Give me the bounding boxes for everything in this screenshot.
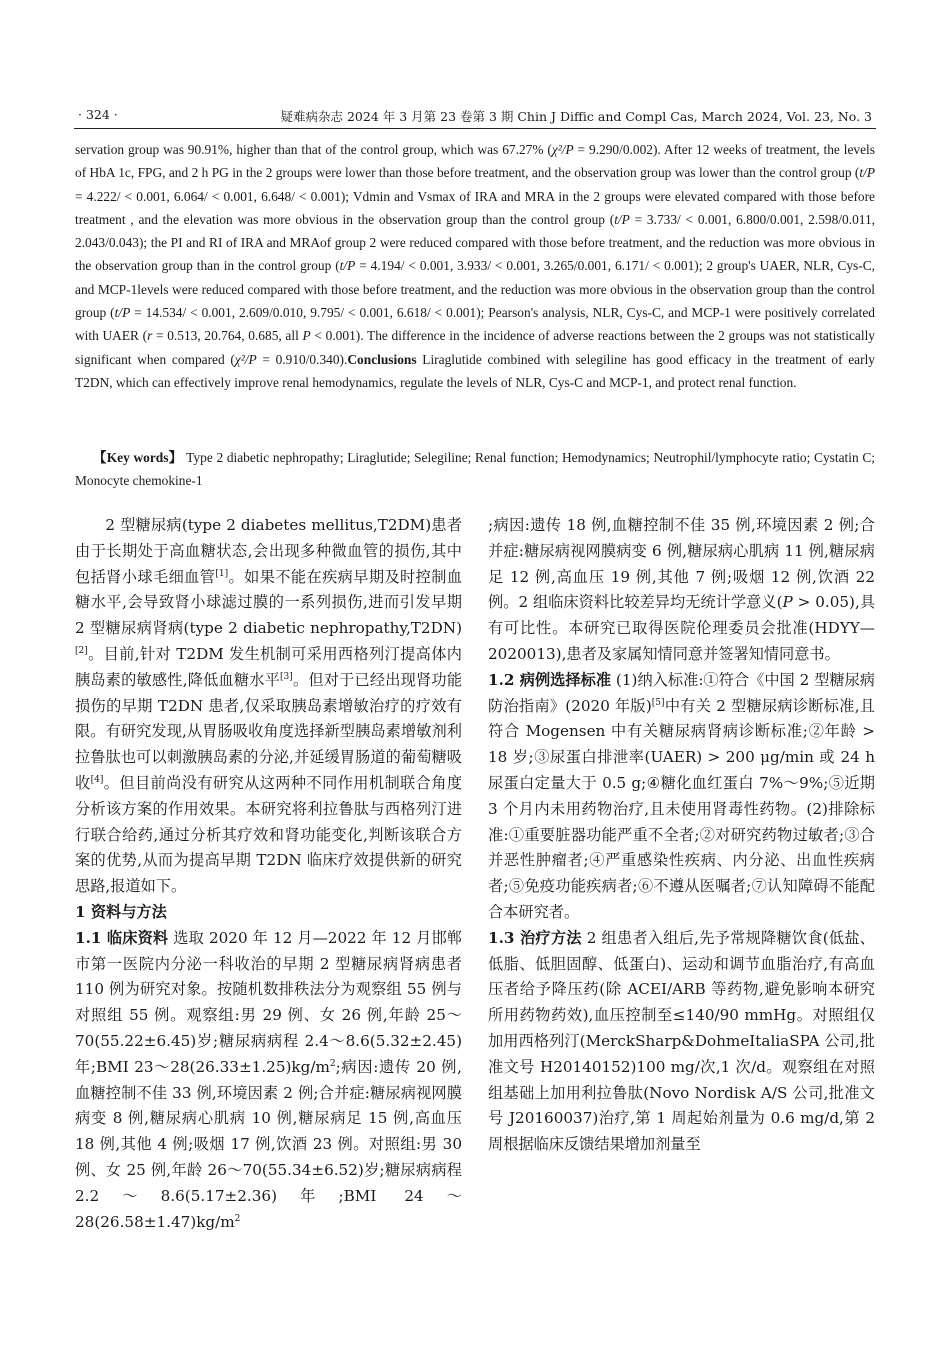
intro-paragraph: 2 型糖尿病(type 2 diabetes mellitus,T2DM)患者由于长期处于高血糖状态,会出现多种微血管的损伤,其中包括肾小球毛细血管[1]。如果不能在疾病早期及时控制血糖水平,会导致肾小球滤过膜的一系列损伤,进而引发早期 2 型糖尿病肾病(type 2 diabetic nephropathy,T2DN)[2]。目前,针对 T2DM 发生机制可采用西格列汀提高体内胰岛素的敏感性,降低血糖水平[3]。但对于已经出现肾功能损伤的早期 T2DN 患者,仅采取胰岛素增敏治疗的疗效有限。有研究发现,从胃肠吸收角度选择新型胰岛素增敏剂利拉鲁肽也可以刺激胰岛素的分泌,并延缓胃肠道的葡萄糖吸收[4]。但目前尚没有研究从这两种不同作用机制联合角度分析该方案的作用效果。本研究将利拉鲁肽与西格列汀进行联合给药,通过分析其疗效和肾功能变化,判断该联合方案的优势,从而为提高早期 T2DN 临床疗效提供新的研究思路,报道如下。 bbox=[75, 516, 463, 896]
section-1-3-treatment: 1.3 治疗方法 2 组患者入组后,先予常规降糖饮食(低盐、低脂、低胆固醇、低蛋白)、运动和调节血脂治疗,有高血压者给予降压药(除 ACEI/ARB 等药物,避免影响本研究所用药物药效),血压控制至≤140/90 mmHg。对照组仅加用西格列汀(MerckSharp&DohmeItaliaSPA 公司,批准文号 H20140152)100 mg/次,1 次/d。观察组在对照组基础上加用利拉鲁肽(Novo Nordisk A/S 公司,批准文号 J20160037)治疗,第 1 周起始剂量为 0.6 mg/d,第 2 周根据临床反馈结果增加剂量至 bbox=[488, 928, 875, 1154]
section-1-2-criteria: 1.2 病例选择标准 (1)纳入标准:①符合《中国 2 型糖尿病防治指南》(2020 年版)[5]中有关 2 型糖尿病诊断标准,且符合 Mogensen 中有关糖尿病肾病诊断标准;②年龄 > 18 岁;③尿蛋白排泄率(UAER) > 200 μg/min 或 24 h 尿蛋白定量大于 0.5 g;④糖化血红蛋白 7%～9%;⑤近期 3 个月内未用药物治疗,且未使用肾毒性药物。(2)排除标准:①重要脏器功能严重不全者;②对研究药物过敏者;③合并恶性肿瘤者;④严重感染性疾病、内分泌、出血性疾病者;⑤免疫功能疾病者;⑥不遵从医嘱者;⑦认知障碍不能配合本研究者。 bbox=[488, 670, 875, 921]
subsection-heading-1-1: 1.1 临床资料 bbox=[75, 928, 169, 947]
section-1-1-continued: ;病因:遗传 18 例,血糖控制不佳 35 例,环境因素 2 例;合并症:糖尿病视网膜病变 6 例,糖尿病心肌病 11 例,糖尿病足 12 例,高血压 19 例,其他 7 例;吸烟 12 例,饮酒 22 例。2 组临床资料比较差异均无统计学意义(P > 0.05),具有可比性。本研究已取得医院伦理委员会批准(HDYY—2020013),患者及家属知情同意并签署知情同意书。 bbox=[488, 516, 876, 663]
page-number: · 324 · bbox=[78, 107, 118, 122]
journal-running-header: 疑难病杂志 2024 年 3 月第 23 卷第 3 期 Chin J Diffic and Compl Cas, March 2024, Vol. 23, No. 3 bbox=[280, 109, 872, 124]
section-heading-methods: 1 资料与方法 bbox=[75, 902, 167, 921]
abstract-continuation: servation group was 90.91%, higher than that of the control group, which was 67.27% (χ²/P = 9.290/0.002). After 12 weeks of treatment, the levels of HbA 1c, FPG, and 2 h PG in the 2 groups were lower than those before treatment, and the observation group was lower than the control group (t/P = 4.222/ < 0.001, 6.064/ < 0.001, 6.648/ < 0.001); Vdmin and Vsmax of IRA and MRA in the 2 groups were elevated compared with those before treatment , and the elevation was more obvious in the observation group than the control group (t/P = 3.733/ < 0.001, 6.800/0.001, 2.598/0.011, 2.043/0.043); the PI and RI of IRA and MRAof group 2 were reduced compared with those before treatment, and the reduction was more obvious in the observation group than in the control group (t/P = 4.194/ < 0.001, 3.933/ < 0.001, 3.265/0.001, 6.171/ < 0.001); 2 group's UAER, NLR, Cys-C, and MCP-1levels were reduced compared with those before treatment, and the reduction was more obvious in the observation group than the control group (t/P = 14.534/ < 0.001, 2.609/0.010, 9.795/ < 0.001, 6.618/ < 0.001); Pearson's analysis, NLR, Cys-C, and MCP-1 were positively correlated with UAER (r = 0.513, 20.764, 0.685, all P < 0.001). The difference in the incidence of adverse reactions between the 2 groups was not statistically significant when compared (χ²/P = 0.910/0.340).Conclusions Liraglutide combined with selegiline has good efficacy in the treatment of early T2DN, which can effectively improve renal hemodynamics, regulate the levels of NLR, Cys-C and MCP-1, and protect renal function. bbox=[75, 142, 875, 390]
keywords: 【Key words】 Type 2 diabetic nephropathy; Liraglutide; Selegiline; Renal function; Hemodynamics; Neutrophil/lymphocyte ratio; Cystatin C; Monocyte chemokine-1 bbox=[75, 450, 875, 489]
conclusions-label: Conclusions bbox=[347, 351, 417, 367]
keywords-label: 【Key words】 bbox=[93, 450, 183, 465]
header-rule bbox=[74, 128, 876, 129]
subsection-heading-1-2: 1.2 病例选择标准 bbox=[488, 670, 612, 689]
body-column-left bbox=[75, 513, 462, 1235]
body-column-right bbox=[488, 513, 875, 1158]
section-1-1-clinical-data: 1.1 临床资料 选取 2020 年 12 月—2022 年 12 月邯郸市第一医院内分泌一科收治的早期 2 型糖尿病肾病患者 110 例为研究对象。按随机数排秩法分为观察组 55 例与对照组 55 例。观察组:男 29 例、女 26 例,年龄 25～70(55.22±6.45)岁;糖尿病病程 2.4～8.6(5.32±2.45)年;BMI $23\sim 28(26.33\pm 1.25)kg/m^2$;病因:遗传 20 例,血糖控制不佳 33 例,环境因素 2 例;合并症:糖尿病视网膜病变 8 例,糖尿病心肌病 10 例,糖尿病足 15 例,高血压 18 例,其他 4 例;吸烟 17 例,饮酒 23 例。对照组:男 30 例、女 25 例,年龄 26～70(55.34±6.52)岁;糖尿病病程 2.2～8.6(5.17±2.36)年;BMI $24\sim 28(26.58\pm 1.47)kg/m^2$ bbox=[75, 928, 462, 1231]
subsection-heading-1-3: 1.3 治疗方法 bbox=[488, 928, 582, 947]
